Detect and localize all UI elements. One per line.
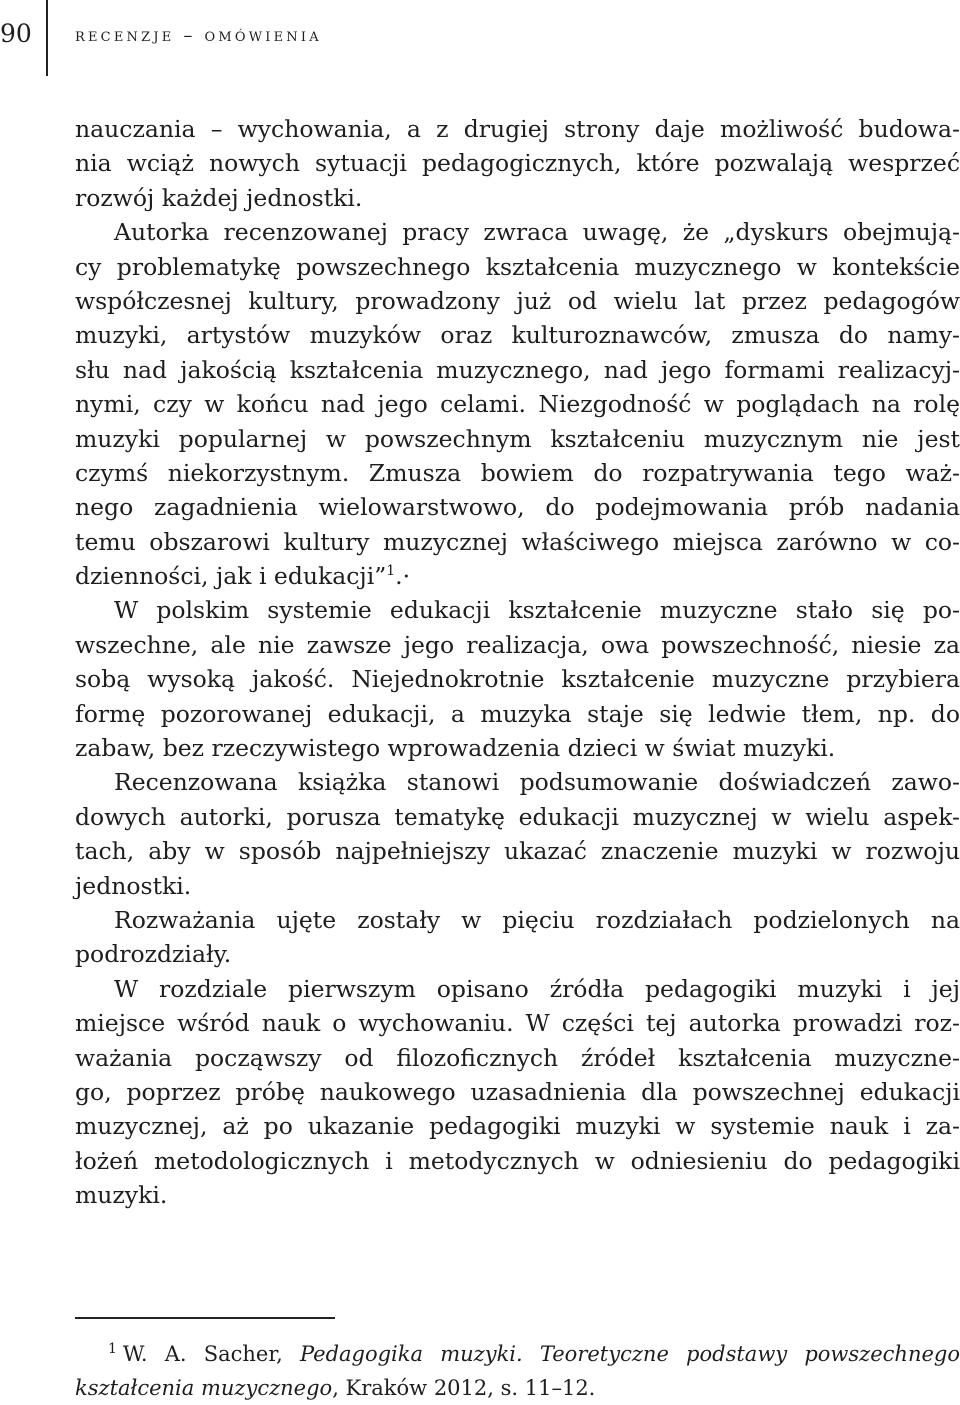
text-line: nauczania – wychowania, a z drugiej strony daje możliwość budowa-	[75, 115, 960, 143]
text-line: temu obszarowi kultury muzycznej właściwego miejsca zarówno w co-	[75, 527, 960, 556]
footnote-title: Pedagogika muzyki. Teoretyczne podstawy powszechnego	[299, 1342, 960, 1366]
footnote-number: 1	[108, 1341, 117, 1357]
text-line: nego zagadnienia wielowarstwowo, do podejmowania prób nadania	[75, 493, 960, 522]
footnote-line	[75, 1337, 960, 1371]
text-line: cy problematykę powszechnego kształcenia muzycznego w kontekście	[75, 252, 960, 281]
footnote-publication: , Kraków 2012, s. 11–12.	[332, 1376, 596, 1400]
text-line: wszechne, ale nie zawsze jego realizacja, owa powszechność, niesie za	[75, 630, 960, 659]
text-line: formę pozorowanej edukacji, a muzyka staje się ledwie tłem, np. do	[75, 699, 960, 728]
text-line: rozwój każdej jednostki.	[75, 183, 363, 212]
text-line: nymi, czy w końcu nad jego celami. Niezgodność w poglądach na rolę	[75, 390, 960, 419]
text-line: muzycznej, aż po ukazanie pedagogiki muzyki w systemie nauk i za-	[75, 1112, 960, 1141]
body-text	[75, 112, 960, 1213]
text-line: W rozdziale pierwszym opisano źródła pedagogiki muzyki i jej	[114, 974, 960, 1003]
text-line: miejsce wśród nauk o wychowaniu. W części tej autorka prowadzi roz-	[75, 1009, 960, 1038]
text-line-with-footnote-ref	[75, 559, 960, 593]
text-line: współczesnej kultury, prowadzony już od wielu lat przez pedagogów	[75, 286, 960, 315]
text-line: Rozważania ujęte zostały w pięciu rozdziałach podzielonych na	[114, 905, 960, 934]
footnote-author: W. A. Sacher,	[122, 1342, 300, 1366]
text-line: muzyki.	[75, 1181, 168, 1210]
text-line: czymś niekorzystnym. Zmusza bowiem do rozpatrywania tego waż-	[75, 458, 960, 487]
page-number: 90	[0, 19, 32, 48]
text-line: muzyki popularnej w powszechnym kształceniu muzycznym nie jest	[75, 424, 960, 453]
text-line: muzyki, artystów muzyków oraz kulturoznawców, zmusza do namy-	[75, 321, 960, 350]
footnote-divider	[75, 1317, 335, 1319]
text-segment: dzienności, jak i edukacji”	[75, 562, 387, 591]
text-line: nia wciąż nowych sytuacji pedagogicznych, które pozwalają wesprzeć	[75, 149, 960, 178]
text-line: słu nad jakością kształcenia muzycznego, nad jego formami realizacyj-	[75, 355, 960, 384]
footnote-ref-suffix: .·	[395, 562, 411, 591]
text-line: łożeń metodologicznych i metodycznych w odniesieniu do pedagogiki	[75, 1146, 960, 1175]
header-divider	[46, 0, 48, 76]
text-line: tach, aby w sposób najpełniejszy ukazać znaczenie muzyki w rozwoju	[75, 837, 960, 866]
footnote-reference[interactable]: 1	[386, 563, 396, 580]
text-line: ważania począwszy od filozoficznych źródeł kształcenia muzyczne-	[75, 1043, 960, 1072]
footnote	[75, 1337, 960, 1405]
text-line: Autorka recenzowanej pracy zwraca uwagę, że „dyskurs obejmują-	[114, 218, 960, 247]
text-line: dowych autorki, porusza tematykę edukacji muzycznej w wielu aspek-	[75, 802, 960, 831]
footnote-line	[75, 1371, 960, 1405]
text-line: jednostki.	[75, 871, 192, 900]
text-line: go, poprzez próbę naukowego uzasadnienia dla powszechnej edukacji	[75, 1077, 960, 1106]
text-line: sobą wysoką jakość. Niejednokrotnie kształcenie muzyczne przybiera	[75, 665, 960, 694]
running-head: recenzje – omówienia	[75, 25, 322, 46]
footnote-title-cont: kształcenia muzycznego	[75, 1376, 333, 1400]
text-line: podrozdziały.	[75, 940, 232, 969]
text-line: zabaw, bez rzeczywistego wprowadzenia dzieci w świat muzyki.	[75, 734, 836, 763]
text-line: Recenzowana książka stanowi podsumowanie doświadczeń zawo-	[114, 768, 960, 797]
text-line: W polskim systemie edukacji kształcenie muzyczne stało się po-	[114, 596, 960, 625]
